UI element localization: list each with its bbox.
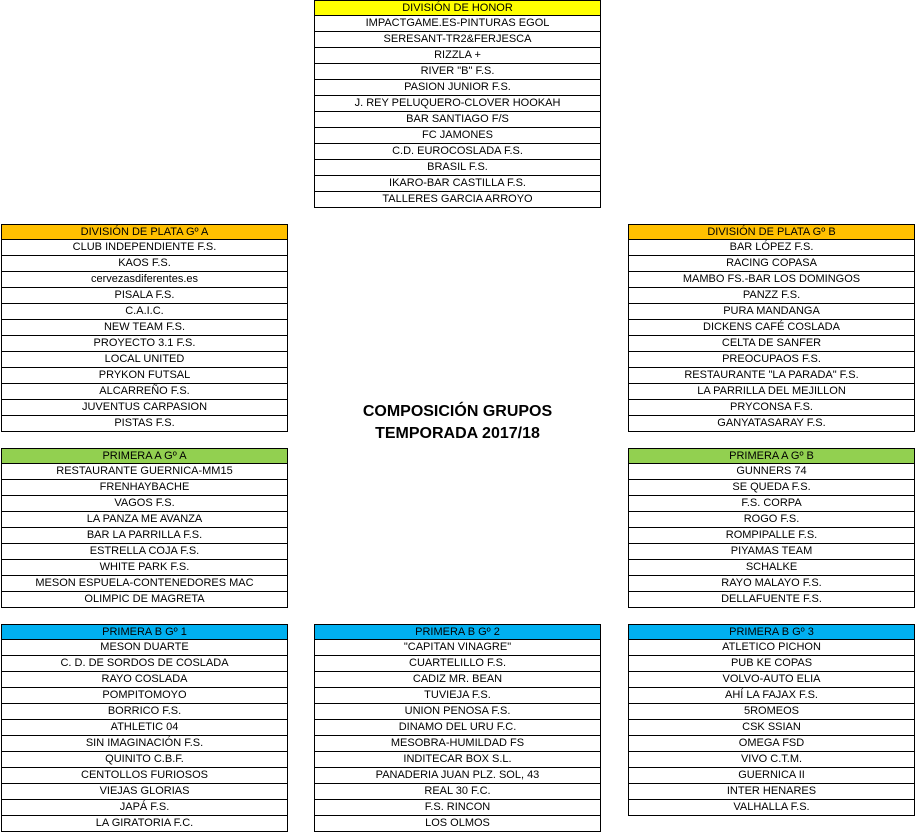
- team-cell: GUERNICA II: [628, 768, 915, 784]
- team-cell: OMEGA FSD: [628, 736, 915, 752]
- team-cell: PANZZ F.S.: [628, 288, 915, 304]
- team-cell: VIEJAS GLORIAS: [1, 784, 288, 800]
- team-cell: J. REY PELUQUERO-CLOVER HOOKAH: [314, 96, 601, 112]
- title-line-2: TEMPORADA 2017/18: [375, 425, 540, 442]
- team-cell: PUB KE COPAS: [628, 656, 915, 672]
- group-header: PRIMERA A Gº B: [628, 448, 915, 464]
- team-cell: IMPACTGAME.ES-PINTURAS EGOL: [314, 16, 601, 32]
- team-cell: PRYCONSA F.S.: [628, 400, 915, 416]
- team-cell: FC JAMONES: [314, 128, 601, 144]
- team-cell: PANADERIA JUAN PLZ. SOL, 43: [314, 768, 601, 784]
- team-cell: SE QUEDA F.S.: [628, 480, 915, 496]
- group-header: PRIMERA B Gº 3: [628, 624, 915, 640]
- team-cell: DICKENS CAFÉ COSLADA: [628, 320, 915, 336]
- team-cell: POMPITOMOYO: [1, 688, 288, 704]
- team-cell: cervezasdiferentes.es: [1, 272, 288, 288]
- team-cell: RAYO COSLADA: [1, 672, 288, 688]
- group-plata-a: [1, 224, 288, 432]
- team-cell: F.S. RINCON: [314, 800, 601, 816]
- group-honor: [314, 0, 601, 208]
- team-cell: MESON DUARTE: [1, 640, 288, 656]
- team-cell: CADIZ MR. BEAN: [314, 672, 601, 688]
- team-cell: VIVO C.T.M.: [628, 752, 915, 768]
- team-cell: MESON ESPUELA-CONTENEDORES MAC: [1, 576, 288, 592]
- team-cell: DINAMO DEL URU F.C.: [314, 720, 601, 736]
- team-cell: VAGOS F.S.: [1, 496, 288, 512]
- team-cell: SCHALKE: [628, 560, 915, 576]
- team-cell: 5ROMEOS: [628, 704, 915, 720]
- team-cell: GANYATASARAY F.S.: [628, 416, 915, 432]
- team-cell: RIZZLA +: [314, 48, 601, 64]
- team-cell: RIVER "B" F.S.: [314, 64, 601, 80]
- team-cell: BORRICO F.S.: [1, 704, 288, 720]
- team-cell: ATLETICO PICHON: [628, 640, 915, 656]
- team-cell: MAMBO FS.-BAR LOS DOMINGOS: [628, 272, 915, 288]
- team-cell: MESOBRA-HUMILDAD FS: [314, 736, 601, 752]
- team-cell: PISALA F.S.: [1, 288, 288, 304]
- team-cell: ESTRELLA COJA F.S.: [1, 544, 288, 560]
- team-cell: INTER HENARES: [628, 784, 915, 800]
- group-primera-a-a: [1, 448, 288, 608]
- group-header: PRIMERA B Gº 1: [1, 624, 288, 640]
- team-cell: ATHLETIC 04: [1, 720, 288, 736]
- team-cell: REAL 30 F.C.: [314, 784, 601, 800]
- group-primera-b-1: [1, 624, 288, 832]
- team-cell: PRYKON FUTSAL: [1, 368, 288, 384]
- team-cell: GUNNERS 74: [628, 464, 915, 480]
- team-cell: KAOS F.S.: [1, 256, 288, 272]
- team-cell: CELTA DE SANFER: [628, 336, 915, 352]
- team-cell: LA PANZA ME AVANZA: [1, 512, 288, 528]
- team-cell: LA PARRILLA DEL MEJILLON: [628, 384, 915, 400]
- team-cell: PURA MANDANGA: [628, 304, 915, 320]
- group-header: DIVISIÓN DE PLATA Gº A: [1, 224, 288, 240]
- team-cell: ROMPIPALLE F.S.: [628, 528, 915, 544]
- team-cell: C. D. DE SORDOS DE COSLADA: [1, 656, 288, 672]
- team-cell: RAYO MALAYO F.S.: [628, 576, 915, 592]
- team-cell: PROYECTO 3.1 F.S.: [1, 336, 288, 352]
- team-cell: NEW TEAM F.S.: [1, 320, 288, 336]
- team-cell: LOS OLMOS: [314, 816, 601, 832]
- team-cell: C.A.I.C.: [1, 304, 288, 320]
- group-plata-b: [628, 224, 915, 432]
- group-primera-a-b: [628, 448, 915, 608]
- team-cell: LA GIRATORIA F.C.: [1, 816, 288, 832]
- team-cell: VOLVO-AUTO ELIA: [628, 672, 915, 688]
- team-cell: FRENHAYBACHE: [1, 480, 288, 496]
- team-cell: SERESANT-TR2&FERJESCA: [314, 32, 601, 48]
- team-cell: "CAPITAN VINAGRE": [314, 640, 601, 656]
- group-header: DIVISIÓN DE HONOR: [314, 0, 601, 16]
- team-cell: ALCARREÑO F.S.: [1, 384, 288, 400]
- team-cell: TALLERES GARCIA ARROYO: [314, 192, 601, 208]
- team-cell: PIYAMAS TEAM: [628, 544, 915, 560]
- group-primera-b-2: [314, 624, 601, 832]
- team-cell: IKARO-BAR CASTILLA F.S.: [314, 176, 601, 192]
- group-header: PRIMERA B Gº 2: [314, 624, 601, 640]
- team-cell: VALHALLA F.S.: [628, 800, 915, 816]
- team-cell: QUINITO C.B.F.: [1, 752, 288, 768]
- team-cell: JAPÁ F.S.: [1, 800, 288, 816]
- group-primera-b-3: [628, 624, 915, 816]
- team-cell: BAR LA PARRILLA F.S.: [1, 528, 288, 544]
- team-cell: BAR LÓPEZ F.S.: [628, 240, 915, 256]
- team-cell: DELLAFUENTE F.S.: [628, 592, 915, 608]
- team-cell: PREOCUPAOS F.S.: [628, 352, 915, 368]
- team-cell: UNION PENOSA F.S.: [314, 704, 601, 720]
- team-cell: CUARTELILLO F.S.: [314, 656, 601, 672]
- team-cell: WHITE PARK F.S.: [1, 560, 288, 576]
- team-cell: CENTOLLOS FURIOSOS: [1, 768, 288, 784]
- team-cell: F.S. CORPA: [628, 496, 915, 512]
- team-cell: OLIMPIC DE MAGRETA: [1, 592, 288, 608]
- team-cell: PASION JUNIOR F.S.: [314, 80, 601, 96]
- team-cell: SIN IMAGINACIÓN F.S.: [1, 736, 288, 752]
- team-cell: RESTAURANTE GUERNICA-MM15: [1, 464, 288, 480]
- team-cell: C.D. EUROCOSLADA F.S.: [314, 144, 601, 160]
- team-cell: PISTAS F.S.: [1, 416, 288, 432]
- group-header: PRIMERA A Gº A: [1, 448, 288, 464]
- team-cell: BAR SANTIAGO F/S: [314, 112, 601, 128]
- team-cell: INDITECAR BOX S.L.: [314, 752, 601, 768]
- team-cell: AHÍ LA FAJAX F.S.: [628, 688, 915, 704]
- team-cell: CSK SSIAN: [628, 720, 915, 736]
- team-cell: RESTAURANTE "LA PARADA" F.S.: [628, 368, 915, 384]
- page-title: [314, 401, 601, 445]
- title-line-1: COMPOSICIÓN GRUPOS: [362, 403, 553, 420]
- team-cell: JUVENTUS CARPASION: [1, 400, 288, 416]
- team-cell: BRASIL F.S.: [314, 160, 601, 176]
- team-cell: ROGO F.S.: [628, 512, 915, 528]
- team-cell: LOCAL UNITED: [1, 352, 288, 368]
- team-cell: CLUB INDEPENDIENTE F.S.: [1, 240, 288, 256]
- team-cell: RACING COPASA: [628, 256, 915, 272]
- team-cell: TUVIEJA F.S.: [314, 688, 601, 704]
- group-header: DIVISIÓN DE PLATA Gº B: [628, 224, 915, 240]
